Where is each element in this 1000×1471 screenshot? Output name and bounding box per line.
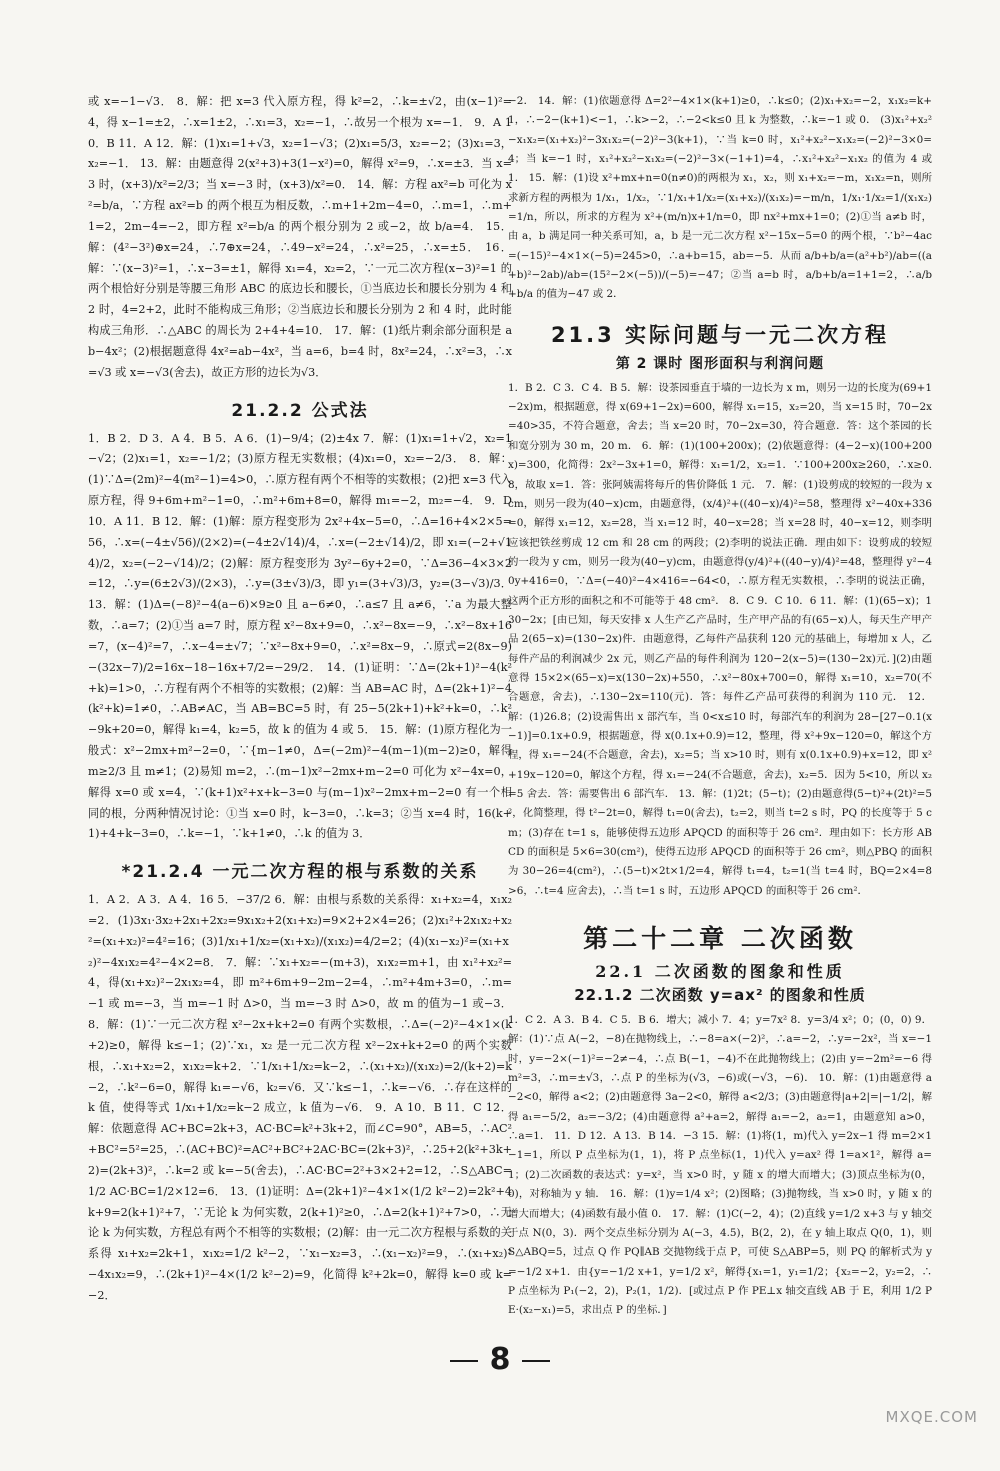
page-number-text: 8 — [489, 1342, 511, 1377]
answer-paragraph: 1．C 2．A 3．B 4．C 5．B 6．增大；减小 7．4；y=7x² 8．y=3/4 x²；0；(0，0) 9．解：(1)∵点 A(−2，−8)在抛物线上，∴−8=a×(−2)²，∴a=−2，∴y=−2x²，当 x=−1 时，y=−2×(−1)²=−2≠−4，∴点 B(−1，−4)不在此抛物线上；(2)由 y=−2m²=−6 得 m²=3，∴m=±√3，∴点 P 的坐标为(√3，−6)或(−√3，−6)． 10．解：(1)由题意得 a−2<0，解得 a<2；(2)由题意得 3a−2<0，解得 a<2/3；(3)由题意得|a+2|=|−1/2|，解得 a₁=−5/2，a₂=−3/2；(4)由题意得 a²+a=2，解得 a₁=−2，a₂=1，由题意知 a>0，∴a=1． 11．D 12．A 13．B 14．−3 15．解：(1)将(1，m)代入 y=2x−1 得 m=2×1−1=1，所以 P 点坐标为(1，1)，将 P 点坐标(1，1)代入 y=ax² 得 1=a×1²，解得 a=1；(2)二次函数的表达式：y=x²，当 x>0 时，y 随 x 的增大而增大；(3)顶点坐标为(0，0)，对称轴为 y 轴． 16．解：(1)y=1/4 x²；(2)图略；(3)抛物线，当 x>0 时，y 随 x 的增大而增大；(4)函数有最小值 0． 17．解：(1)C(−2，4)；(2)直线 y=1/2 x+3 与 y 轴交于点 N(0，3)．两个交点坐标分别为 A(−3，4.5)，B(2，2)，在 y 轴上取点 Q(0，1)，则 S△ABQ=5，过点 Q 作 PQ∥AB 交抛物线于点 P，可使 S△ABP=5，则 PQ 的解析式为 y=−1/2 x+1．由{y=−1/2 x+1，y=1/2 x²，解得{x₁=1，y₁=1/2；{x₂=−2，y₂=2，∴P 点坐标为 P₁(−2，2)，P₂(1，1/2)．[或过点 P 作 PE⊥x 轴交直线 AB 于 E，利用 1/2 PE·(x₂−x₁)=5，求出点 P 的坐标．] — [508, 1014, 932, 1317]
right-column — [508, 92, 932, 1321]
answer-paragraph: 或 x=−1−√3． 8．解：把 x=3 代入原方程，得 k²=2，∴k=±√2，由(x−1)²=4，得 x−1=±2，∴x=1±2，∴x₁=3，x₂=−1，∴故另一个根为 x=−1． 9．A 10．B 11．A 12．解：(1)x₁=1+√3，x₂=1−√3；(2)x₁=5/3，x₂=−2；(3)x₁=3，x₂=−1． 13．解：由题意得 2(x²+3)+3(1−x²)=0，解得 x²=9，∴x=±3．当 x=3 时，(x+3)/x²=2/3；当 x=−3 时，(x+3)/x²=0． 14．解：方程 ax²=b 可化为 x²=b/a，∵方程 ax²=b 的两个根互为相反数，∴m+1+2m−4=0，∴m=1，∴m+1=2，2m−4=−2，即方程 x²=b/a 的两个根分别为 2 或−2，故 b/a=4． 15．解：(4²−3²)⊕x=24，∴7⊕x=24，∴49−x²=24，∴x²=25，∴x=±5． 16．解：∵(x−3)²=1，∴x−3=±1，解得 x₁=4，x₂=2，∵一元二次方程(x−3)²=1 的两个根恰好分别是等腰三角形 ABC 的底边长和腰长，①当底边长和腰长分别为 4 和 2 时，4=2+2，此时不能构成三角形；②当底边长和腰长分别为 2 和 4 时，此时能构成三角形．∴△ABC 的周长为 2+4+4=10． 17．解：(1)纸片剩余部分面积是 ab−4x²；(2)根据题意得 4x²=ab−4x²，当 a=6，b=4 时，8x²=24，∴x²=3，∴x=√3 或 x=−√3(舍去)，故正方形的边长为√3． — [88, 95, 512, 379]
section-heading: 21.2.2 公式法 — [231, 400, 369, 421]
answer-paragraph: 1．B 2．C 3．C 4．B 5．解：设茶园垂直于墙的一边长为 x m，则另一边的长度为(69+1−2x)m，根据题意，得 x(69+1−2x)=600，解得 x₁=15，x₂=20，当 x=15 时，70−2x=40>35，不符合题意，舍去；当 x=20 时，70−2x=30，符合题意．答：这个茶园的长和宽分别为 30 m，20 m． 6．解：(1)(100+200x)；(2)依题意得：(4−2−x)(100+200x)=300，化简得：2x²−3x+1=0，解得：x₁=1/2，x₂=1．∵100+200x≥260，∴x≥0.8，故取 x=1．答：张阿姨需将每斤的售价降低 1 元． 7．解：(1)设剪成的较短的一段为 x cm，则另一段为(40−x)cm，由题意得，(x/4)²+((40−x)/4)²=58，整理得 x²−40x+336=0，解得 x₁=12，x₂=28，当 x₁=12 时，40−x=28；当 x=28 时，40−x=12，则李明应该把铁丝剪成 12 cm 和 28 cm 的两段；(2)李明的说法正确．理由如下：设剪成的较短的一段为 y cm，则另一段为(40−y)cm，由题意得(y/4)²+((40−y)/4)²=48，整理得 y²−40y+416=0，∵Δ=(−40)²−4×416=−64<0，∴原方程无实数根，∴李明的说法正确，这两个正方形的面积之和不可能等于 48 cm²． 8．C 9．C 10．6 11．解：(1)(65−x)；130−2x；[由已知，每天安排 x 人生产乙产品时，生产甲产品的有(65−x)人，每天生产甲产品 2(65−x)=(130−2x)件．由题意得，乙每件产品获利 120 元的基础上，每增加 x 人，乙每件产品的利润减少 2x 元，则乙产品的每件利润为 120−2(x−5)=(130−2x)元．](2)由题意得 15×2×(65−x)=x(130−2x)+550，∴x²−80x+700=0，解得 x₁=10，x₂=70(不合题意，舍去)，∴130−2x=110(元)．答：每件乙产品可获得的利润为 110 元． 12．解：(1)26.8；(2)设需售出 x 部汽车，当 0<x≤10 时，每部汽车的利润为 28−[27−0.1(x−1)]=0.1x+0.9，根据题意，得 x(0.1x+0.9)=12，整理，得 x²+9x−120=0，解这个方程，得 x₁=−24(不合题意，舍去)，x₂=5；当 x>10 时，则有 x(0.1x+0.9)+x=12，即 x²+19x−120=0，解这个方程，得 x₁=−24(不合题意，舍去)，x₂=5．因为 5<10，所以 x₂=5 舍去．答：需要售出 6 部汽车． 13．解：(1)2t；(5−t)；(2)由题意得(5−t)²+(2t)²=5²，化简整理，得 t²−2t=0，解得 t₁=0(舍去)，t₂=2，则当 t=2 s 时，PQ 的长度等于 5 cm；(3)存在 t=1 s，能够使得五边形 APQCD 的面积等于 26 cm²．理由如下：长方形 ABCD 的面积是 5×6=30(cm²)，使得五边形 APQCD 的面积等于 26 cm²，则△PBQ 的面积为 30−26=4(cm²)，∴(5−t)×2t×1/2=4，解得 t₁=4，t₂=1(当 t=4 时，BQ=2×4=8>6，∴t=4 应舍去)，∴当 t=1 s 时，五边形 APQCD 的面积等于 26 cm²． — [508, 381, 932, 897]
answer-paragraph: −2． 14．解：(1)依题意得 Δ=2²−4×1×(k+1)≥0，∴k≤0；(2)x₁+x₂=−2，x₁x₂=k+1，∴−2−(k+1)<−1，∴k>−2，∴−2<k≤0 且 k 为整数，∴k=−1 或 0． (3)x₁²+x₂²−x₁x₂=(x₁+x₂)²−3x₁x₂=(−2)²−3(k+1)，∵当 k=0 时，x₁²+x₂²−x₁x₂=(−2)²−3×0=4；当 k=−1 时，x₁²+x₂²−x₁x₂=(−2)²−3×(−1+1)=4，∴x₁²+x₂²−x₁x₂ 的值为 4 或 1． 15．解：(1)设 x²+mx+n=0(n≠0)的两根为 x₁，x₂，则 x₁+x₂=−m，x₁x₂=n，则所求新方程的两根为 1/x₁，1/x₂，∵1/x₁+1/x₂=(x₁+x₂)/(x₁x₂)=−m/n，1/x₁·1/x₂=1/(x₁x₂)=1/n，所以，所求的方程为 x²+(m/n)x+1/n=0，即 nx²+mx+1=0；(2)①当 a≠b 时，由 a，b 满足同一种关系可知，a，b 是一元二次方程 x²−15x−5=0 的两个根，∵b²−4ac=(−15)²−4×1×(−5)=245>0，∴a+b=15，ab=−5．从而 a/b+b/a=(a²+b²)/ab=((a+b)²−2ab)/ab=(15²−2×(−5))/(−5)=−47；②当 a=b 时，a/b+b/a=1+1=2，∴a/b+b/a 的值为−47 或 2． — [508, 95, 932, 301]
answer-paragraph: 1．B 2．D 3．A 4．B 5．A 6．(1)−9/4；(2)±4x 7．解：(1)x₁=1+√2，x₂=1−√2；(2)x₁=1，x₂=−1/2；(3)原方程无实数根；(4)x₁=0，x₂=−2/3． 8．解：(1)∵Δ=(2m)²−4(m²−1)=4>0，∴原方程有两个不相等的实数根；(2)把 x=3 代入原方程，得 9+6m+m²−1=0，∴m²+6m+8=0，解得 m₁=−2，m₂=−4． 9．D 10．A 11．B 12．解：(1)解：原方程变形为 2x²+4x−5=0，∴Δ=16+4×2×5=56，∴x=(−4±√56)/(2×2)=(−4±2√14)/4，∴x=(−2±√14)/2，即 x₁=(−2+√14)/2，x₂=(−2−√14)/2；(2)解：原方程变形为 3y²−6y+2=0，∵Δ=36−4×3×2=12，∴y=(6±2√3)/(2×3)，∴y=(3±√3)/3，即 y₁=(3+√3)/3，y₂=(3−√3)/3． 13．解：(1)Δ=(−8)²−4(a−6)×9≥0 且 a−6≠0，∴a≤7 且 a≠6，∵a 为最大整数，∴a=7；(2)①当 a=7 时，原方程 x²−8x+9=0，∴x²−8x=−9，∴x²−8x+16=7，(x−4)²=7，∴x−4=±√7；∵x²−8x+9=0，∴x²=8x−9，∴原式=2(8x−9)−(32x−7)/2=16x−18−16x+7/2=−29/2． 14．(1)证明：∵Δ=(2k+1)²−4(k²+k)=1>0，∴方程有两个不相等的实数根；(2)解：当 AB=AC 时，Δ=(2k+1)²−4(k²+k)=1≠0，∴AB≠AC，当 AB=BC=5 时，有 25−5(2k+1)+k²+k=0，∴k²−9k+20=0，解得 k₁=4，k₂=5，故 k 的值为 4 或 5． 15．解：(1)原方程化为一般式：x²−2mx+m²−2=0，∵{m−1≠0，Δ=(−2m)²−4(m−1)(m−2)≥0，解得 m≥2/3 且 m≠1；(2)易知 m=2，∴(m−1)x²−2mx+m−2=0 可化为 x²−4x=0，解得 x=0 或 x=4，∵(k+1)x²+x+k−3=0 与(m−1)x²−2mx+m−2=0 有一个相同的根，分两种情况讨论：①当 x=0 时，k−3=0，∴k=3；②当 x=4 时，16(k+1)+4+k−3=0，∴k=−1，∵k+1≠0，∴k 的值为 3． — [88, 431, 512, 841]
section-heading: 21.3 实际问题与一元二次方程 — [550, 322, 890, 347]
dash-left — [450, 1360, 478, 1362]
section-heading: *21.2.4 一元二次方程的根与系数的关系 — [121, 862, 479, 883]
left-column — [88, 92, 512, 1307]
chapter-heading: 第二十二章 二次函数 — [583, 924, 857, 954]
section-heading: 22.1 二次函数的图象和性质 — [595, 962, 845, 982]
page-number — [0, 1342, 1000, 1377]
dash-right — [522, 1360, 550, 1362]
watermark-logo: MXQE.COM — [885, 1408, 978, 1426]
answer-paragraph: 1．A 2．A 3．A 4．16 5．−37/2 6．解：由根与系数的关系得：x₁+x₂=4，x₁x₂=2．(1)3x₁·3x₂+2x₁+2x₂=9x₁x₂+2(x₁+x₂)=9×2+2×4=26；(2)x₁²+2x₁x₂+x₂²=(x₁+x₂)²=4²=16；(3)1/x₁+1/x₂=(x₁+x₂)/(x₁x₂)=4/2=2；(4)(x₁−x₂)²=(x₁+x₂)²−4x₁x₂=4²−4×2=8． 7．解：∵x₁+x₂=−(m+3)，x₁x₂=m+1，由 x₁²+x₂²=4，得(x₁+x₂)²−2x₁x₂=4，即 m²+6m+9−2m−2=4，∴m²+4m+3=0，∴m=−1 或 m=−3，当 m=−1 时 Δ>0，当 m=−3 时 Δ>0，故 m 的值为−1 或−3． 8．解：(1)∵一元二次方程 x²−2x+k+2=0 有两个实数根，∴Δ=(−2)²−4×1×(k+2)≥0，解得 k≤−1；(2)∵x₁，x₂ 是一元二次方程 x²−2x+k+2=0 的两个实数根，∴x₁+x₂=2，x₁x₂=k+2．∵1/x₁+1/x₂=k−2，∴(x₁+x₂)/(x₁x₂)=2/(k+2)=k−2，∴k²−6=0，解得 k₁=−√6，k₂=√6．又∵k≤−1，∴k=−√6．∴存在这样的 k 值，使得等式 1/x₁+1/x₂=k−2 成立，k 值为−√6． 9．A 10．B 11．C 12．解：依题意得 AC+BC=2k+3，AC·BC=k²+3k+2，而∠C=90°，AB=5，∴AC²+BC²=5²=25，∴(AC+BC)²=AC²+BC²+2AC·BC=(2k+3)²，∴25+2(k²+3k+2)=(2k+3)²，∴k=2 或 k=−5(舍去)，∴AC·BC=2²+3×2+2=12，∴S△ABC=1/2 AC·BC=1/2×12=6． 13．(1)证明：Δ=(2k+1)²−4×1×(1/2 k²−2)=2k²+4k+9=2(k+1)²+7，∵无论 k 为何实数，2(k+1)²≥0，∴Δ=2(k+1)²+7>0，∴无论 k 为何实数，方程总有两个不相等的实数根；(2)解：由一元二次方程根与系数的关系得 x₁+x₂=2k+1，x₁x₂=1/2 k²−2，∵x₁−x₂=3，∴(x₁−x₂)²=9，∴(x₁+x₂)²−4x₁x₂=9，∴(2k+1)²−4×(1/2 k²−2)=9，化简得 k²+2k=0，解得 k=0 或 k=−2． — [88, 893, 512, 1302]
lesson-heading: 第 2 课时 图形面积与利润问题 — [615, 355, 825, 372]
subsection-heading: 22.1.2 二次函数 y=ax² 的图象和性质 — [574, 986, 866, 1005]
